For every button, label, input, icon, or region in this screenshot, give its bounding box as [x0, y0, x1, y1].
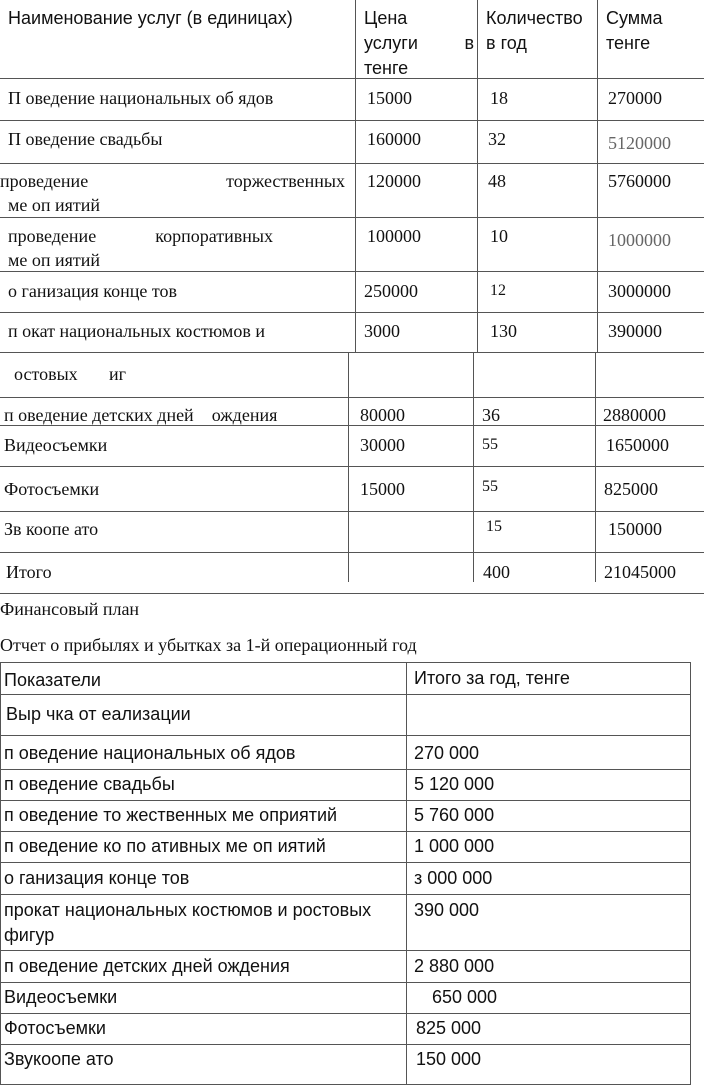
table-row-sum: 5120000 [608, 133, 671, 153]
header-sum: Сумма [606, 8, 663, 28]
table-row-price: 30000 [360, 435, 405, 455]
pl-row-name: п оведение ко по ативных ме оп иятий [4, 836, 326, 856]
table-row-name: Фотосъемки [4, 479, 100, 499]
pl-row-value: 825 000 [416, 1018, 482, 1038]
header-price-line2: услуги в [364, 33, 474, 53]
table-row-price: 3000 [364, 321, 400, 341]
table-row-sum: 825000 [604, 479, 658, 499]
pl-row-name-line2: фигур [4, 925, 55, 945]
table-row-qty: 48 [488, 171, 506, 191]
table-row-sum: 1000000 [608, 230, 671, 250]
table-row-name-line2: ме оп иятий [8, 250, 101, 270]
table-row-name: п оведение детских дней ождения [4, 405, 278, 425]
table-row-qty: 10 [490, 226, 508, 246]
table-row-qty: 32 [488, 129, 506, 149]
table-row-name: П оведение свадьбы [8, 129, 163, 149]
total-qty: 400 [483, 562, 510, 582]
table-row-qty: 36 [482, 405, 500, 425]
pl-row-name: п оведение то жественных ме оприятий [4, 805, 338, 825]
table-row-qty: 130 [490, 321, 517, 341]
table-row-sum: 270000 [608, 88, 662, 108]
table-row-qty: 15 [486, 518, 502, 535]
pl-row-name: п оведение детских дней ождения [4, 956, 290, 976]
table-row-qty: 55 [482, 478, 498, 495]
table-row-name: о ганизация конце тов [8, 281, 177, 301]
table-row-sum: 150000 [608, 519, 662, 539]
header-sum-line2: тенге [606, 33, 651, 53]
pl-row-name: прокат национальных костюмов и ростовых [4, 900, 372, 920]
pl-row-value: 5 760 000 [414, 805, 495, 825]
table-row-price: 250000 [364, 281, 418, 301]
pl-header-indicator: Показатели [4, 670, 101, 690]
table-row-name-continuation: остовых иг [14, 364, 126, 384]
header-name: Наименование услуг (в единицах) [8, 8, 293, 28]
pl-row-name: о ганизация конце тов [4, 868, 190, 888]
header-qty-line2: в год [486, 33, 527, 53]
table-row-price: 15000 [360, 479, 405, 499]
table-row-qty: 18 [490, 88, 508, 108]
table-row-price: 160000 [367, 129, 421, 149]
pl-row-value: 150 000 [416, 1049, 482, 1069]
table-row-sum: 2880000 [603, 405, 666, 425]
table-row-price: 15000 [367, 88, 412, 108]
table-row-qty: 12 [490, 282, 506, 299]
table-row-name: проведение корпоративных [8, 226, 273, 246]
table-row-name: Зв коопе ато [4, 519, 99, 539]
pl-row-value: 5 120 000 [414, 774, 495, 794]
pl-row-value: з 000 000 [414, 868, 493, 888]
table-row-sum: 5760000 [608, 171, 671, 191]
table-row-sum: 390000 [608, 321, 662, 341]
table-row-sum: 1650000 [606, 435, 669, 455]
table-row-sum: 3000000 [608, 281, 671, 301]
pl-row-value: 650 000 [432, 987, 498, 1007]
table-row-price: 100000 [367, 226, 421, 246]
table-row-name: п окат национальных костюмов и [8, 321, 265, 341]
pl-row-name: п оведение свадьбы [4, 774, 175, 794]
table-row-qty: 55 [482, 436, 498, 453]
pl-row-value: 2 880 000 [414, 956, 495, 976]
table-row-name: Видеосъемки [4, 435, 108, 455]
pl-row-name: п оведение национальных об ядов [4, 743, 296, 763]
total-label: Итого [6, 562, 52, 582]
table-row-name: проведение торжественных [0, 171, 345, 191]
table-row-name-line2: ме оп иятий [8, 195, 101, 215]
pl-row-name: Фотосъемки [4, 1018, 106, 1038]
header-qty: Количество [486, 8, 583, 28]
report-heading: Отчет о прибылях и убытках за 1-й операционный год [0, 635, 417, 655]
financial-plan-heading: Финансовый план [0, 599, 140, 619]
header-price: Цена [364, 8, 408, 28]
pl-row-value: 390 000 [414, 900, 480, 920]
table-row-price: 120000 [367, 171, 421, 191]
pl-row-name: Видеосъемки [4, 987, 118, 1007]
pl-row-value: 1 000 000 [414, 836, 495, 856]
pl-row-name: Звукоопе ато [4, 1049, 114, 1069]
total-sum: 21045000 [604, 562, 676, 582]
pl-row-value: 270 000 [414, 743, 480, 763]
table-row-name: П оведение национальных об ядов [8, 88, 274, 108]
header-price-line3: тенге [364, 58, 409, 78]
pl-header-total: Итого за год, тенге [414, 668, 570, 688]
table-row-price: 80000 [360, 405, 405, 425]
pl-section-title: Выр чка от еализации [6, 704, 191, 724]
